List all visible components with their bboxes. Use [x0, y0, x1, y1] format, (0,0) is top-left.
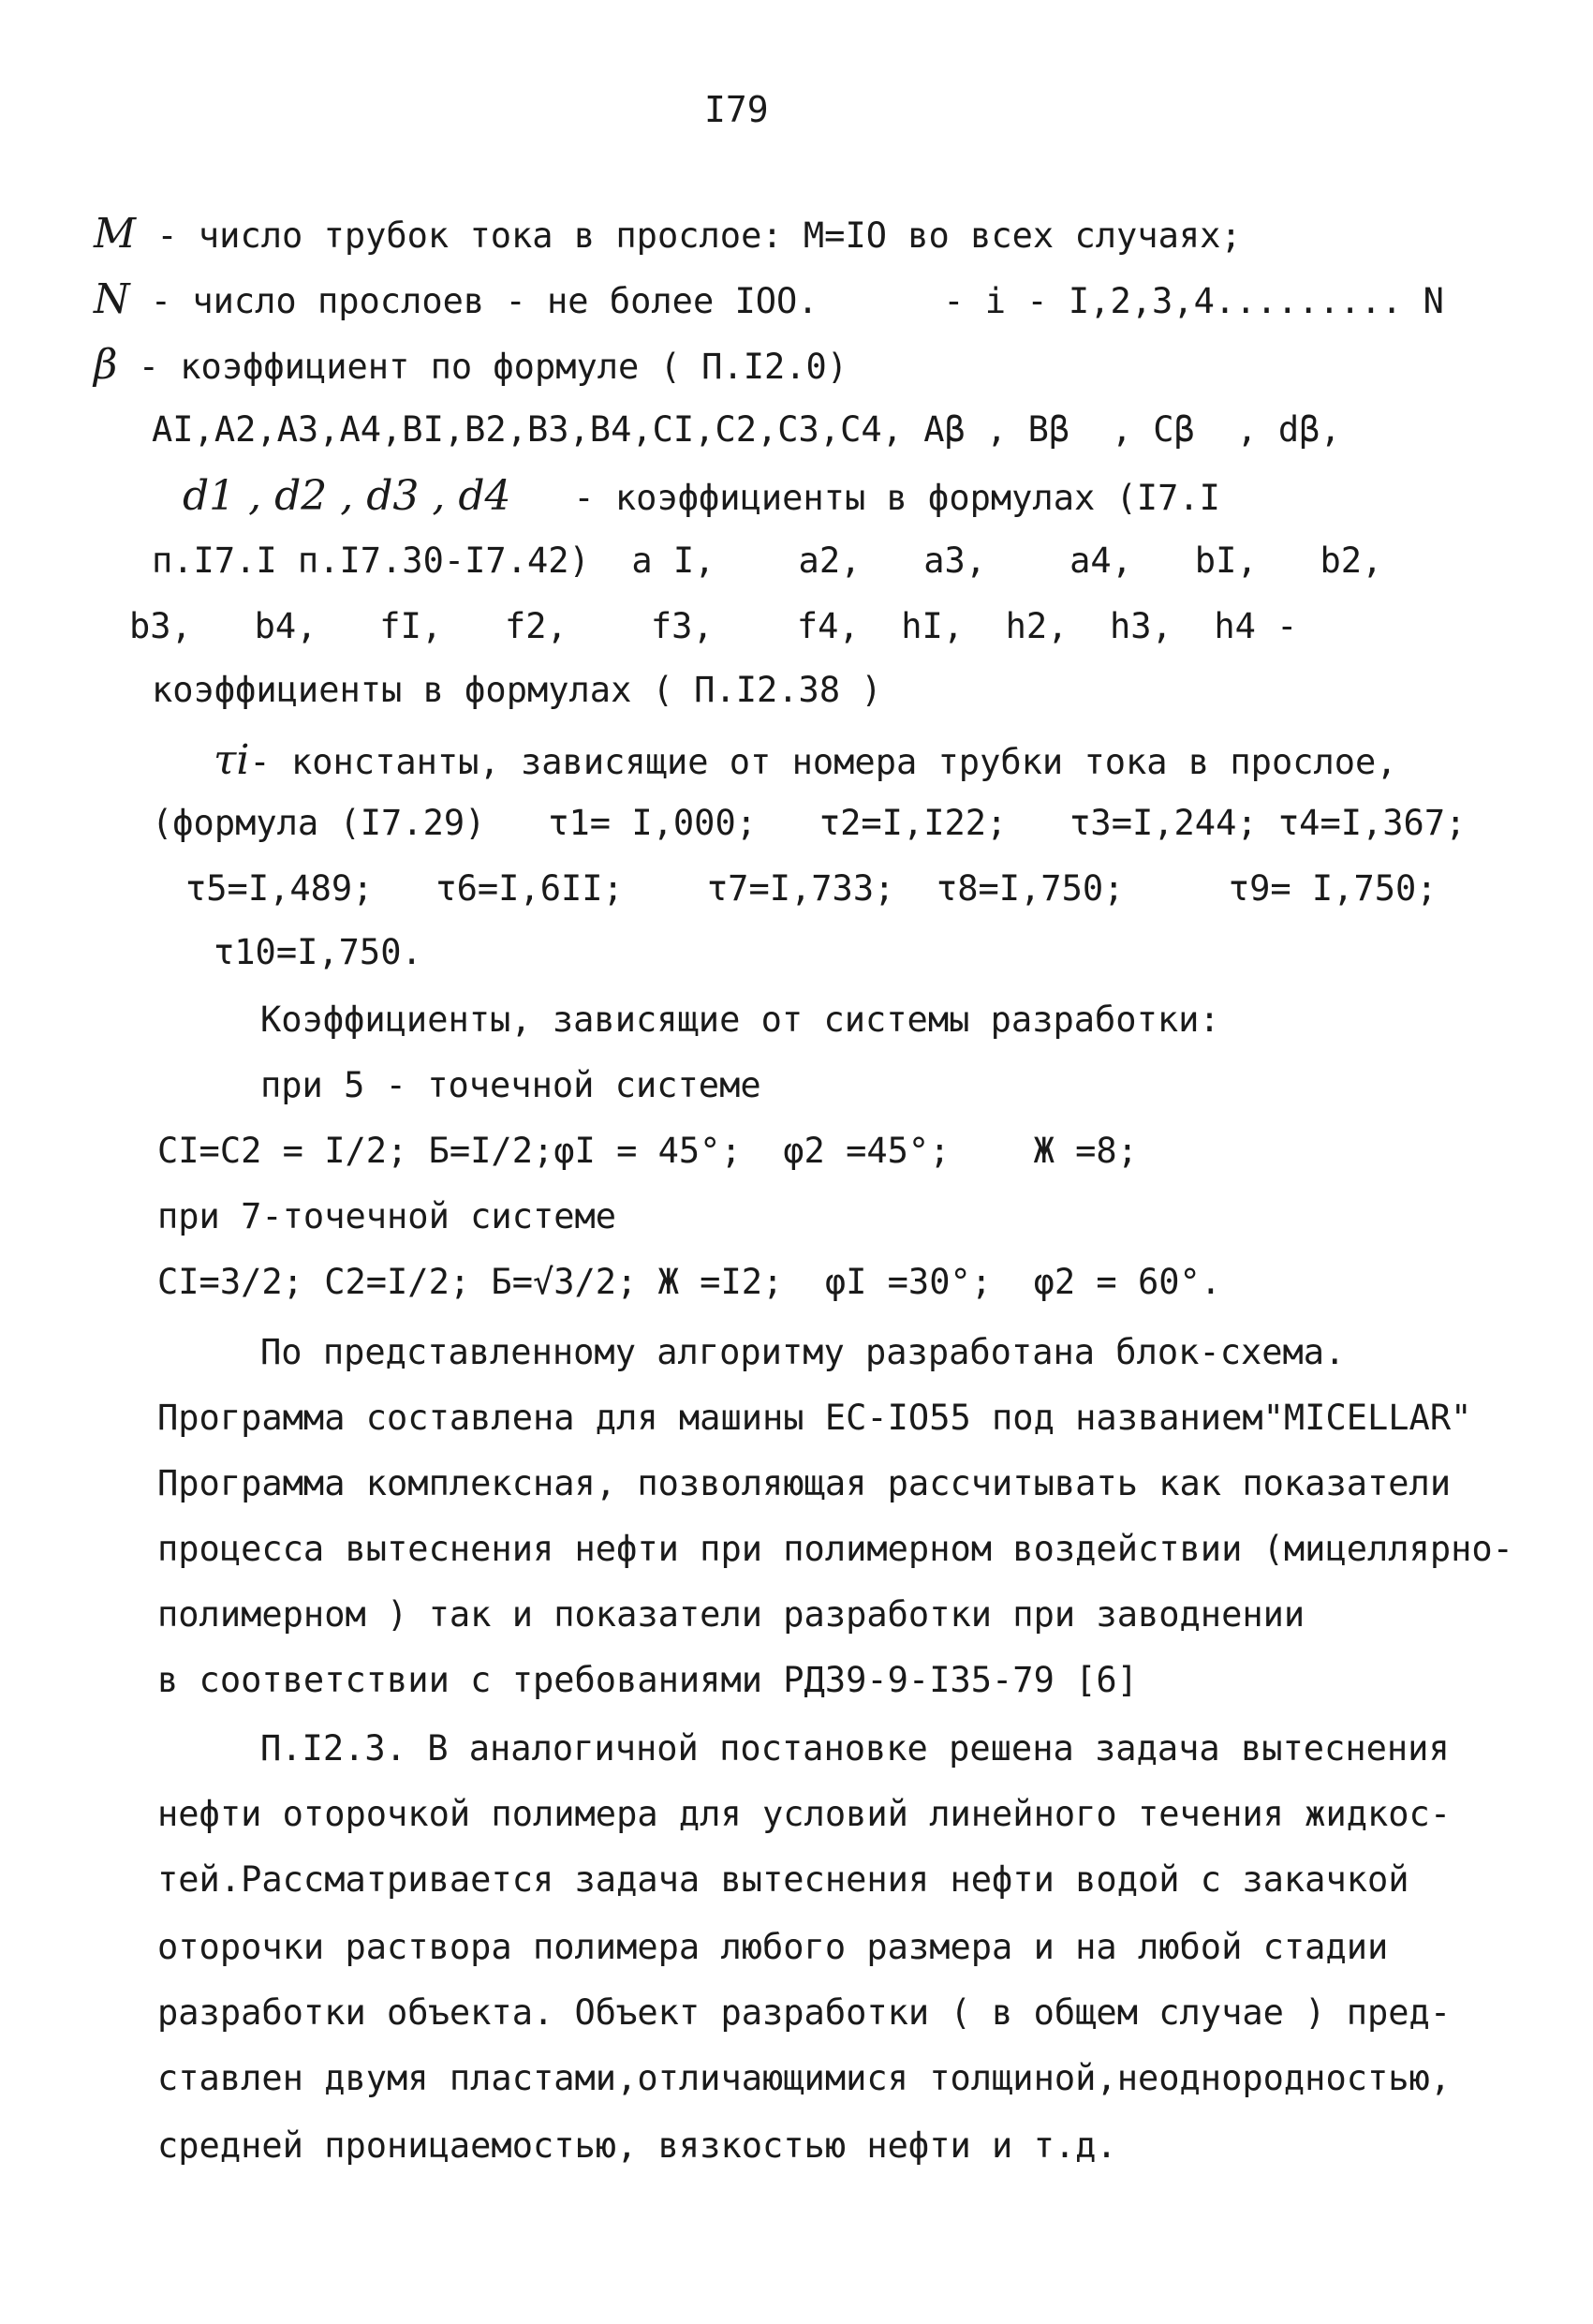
math-symbol: τi	[214, 736, 250, 784]
text-line: при 5 - точечной системе	[260, 1065, 761, 1105]
text-line	[214, 736, 1397, 784]
text-line: П.I2.3. В аналогичной постановке решена задача вытеснения	[260, 1728, 1450, 1769]
math-symbol: M	[94, 210, 137, 258]
text-line: b3, b4, fI, f2, f3, f4, hI, h2, h3, h4 -	[129, 606, 1298, 646]
text-line	[94, 341, 848, 389]
text-line: Программа комплексная, позволяющая рассчитывать как показатели	[157, 1463, 1452, 1503]
page-number: I79	[704, 89, 769, 130]
text-line: ставлен двумя пластами,отличающимися толщиной,неоднородностью,	[157, 2058, 1452, 2098]
text-line: (формула (I7.29) τ1= I,000; τ2=I,I22; τ3=I,244; τ4=I,367;	[152, 803, 1467, 843]
text-line: Программа составлена для машины ЕС-IO55 под названием"MICELLAR"	[157, 1398, 1472, 1438]
math-symbol: d1 , d2 , d3 , d4	[183, 472, 511, 520]
math-symbol: β	[94, 341, 118, 389]
text-line: коэффициенты в формулах ( П.I2.38 )	[152, 670, 882, 710]
line-text: - константы, зависящие от номера трубки тока в прослое,	[249, 742, 1397, 782]
line-text: - коэффициенты в формулах (I7.I	[510, 478, 1220, 518]
text-line	[183, 472, 1220, 520]
text-line	[94, 275, 1444, 323]
text-line: нефти оторочкой полимера для условий линейного течения жидкос-	[157, 1794, 1452, 1834]
text-line: τ10=I,750.	[214, 932, 422, 972]
text-line: в соответствии с требованиями РД39-9-I35-79 [6]	[157, 1660, 1138, 1700]
line-text: - коэффициент по формуле ( П.I2.0)	[117, 347, 848, 387]
text-line: По представленному алгоритму разработана блок-схема.	[260, 1332, 1346, 1372]
text-line: тей.Рассматривается задача вытеснения нефти водой с закачкой	[157, 1859, 1409, 1900]
text-line: оторочки раствора полимера любого размера и на любой стадии	[157, 1927, 1389, 1967]
text-line: CI=3/2; C2=I/2; Б=√3/2; Ж =I2; φI =30°; φ2 = 60°.	[157, 1262, 1222, 1302]
text-line: процесса вытеснения нефти при полимерном воздействии (мицеллярно-	[157, 1529, 1513, 1569]
text-line: Коэффициенты, зависящие от системы разработки:	[260, 999, 1220, 1040]
text-line: AI,A2,A3,A4,BI,B2,B3,B4,CI,C2,C3,C4, Aβ , Bβ , Cβ , dβ,	[152, 409, 1341, 450]
text-line: полимерном ) так и показатели разработки при заводнении	[157, 1594, 1305, 1635]
line-text: - число трубок тока в прослое: M=IO во всех случаях;	[136, 215, 1242, 256]
math-symbol: N	[94, 275, 130, 323]
text-line	[94, 210, 1242, 258]
text-line: CI=C2 = I/2; Б=I/2;φI = 45°; φ2 =45°; Ж =8;	[157, 1131, 1138, 1171]
text-line: τ5=I,489; τ6=I,6II; τ7=I,733; τ8=I,750; τ9= I,750;	[185, 868, 1438, 909]
line-text: - число прослоев - не более IOO. - i - I,2,3,4......... N	[129, 281, 1444, 321]
text-line: средней проницаемостью, вязкостью нефти и т.д.	[157, 2125, 1117, 2166]
text-line: п.I7.I п.I7.30-I7.42) a I, a2, a3, a4, bI, b2,	[152, 540, 1383, 581]
text-line: разработки объекта. Объект разработки ( в общем случае ) пред-	[157, 1992, 1452, 2033]
text-line: при 7-точечной системе	[157, 1196, 617, 1236]
